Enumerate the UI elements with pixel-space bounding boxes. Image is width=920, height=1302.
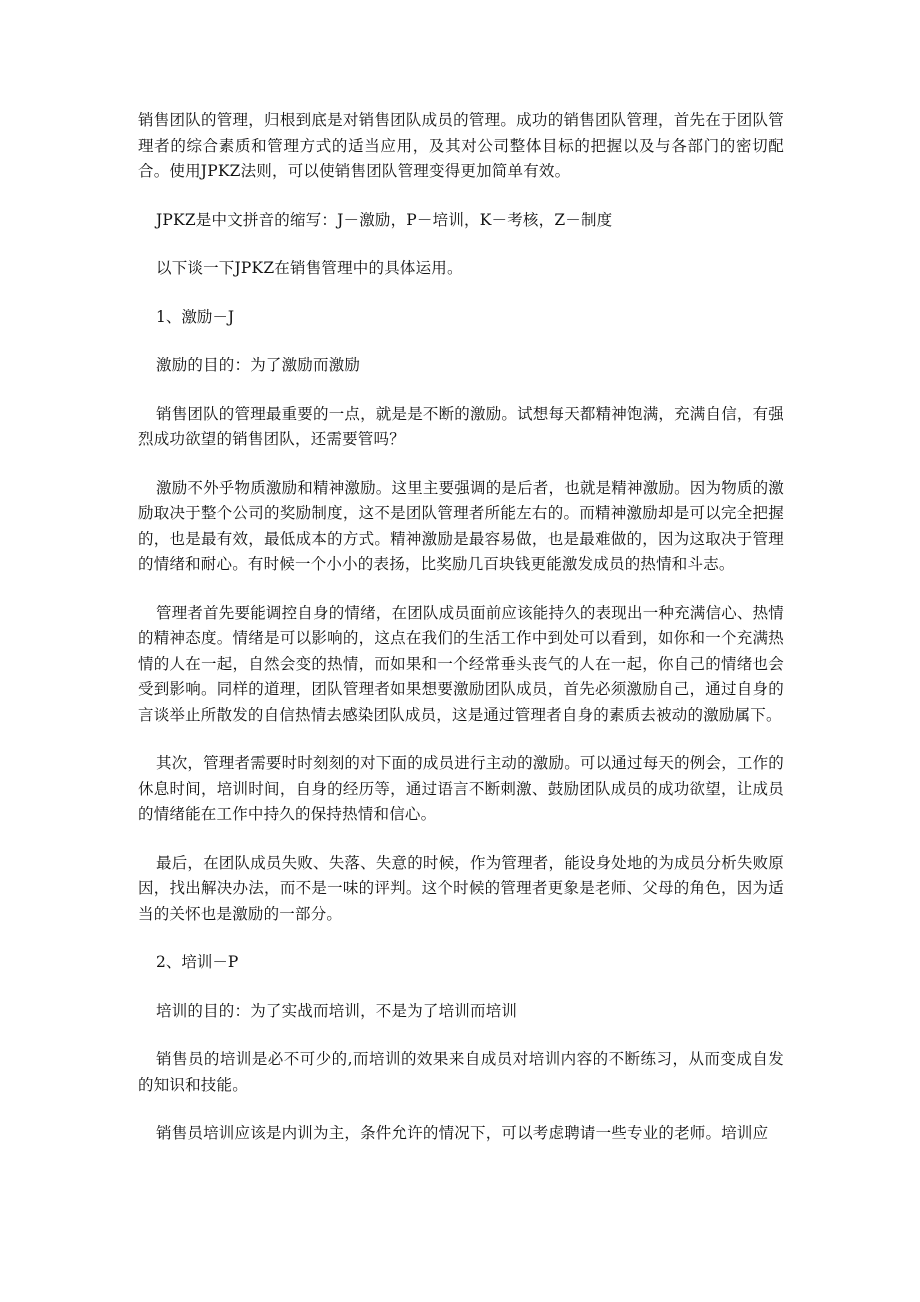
- incentive-purpose-paragraph: 激励的目的：为了激励而激励: [156, 356, 361, 374]
- section-heading-incentive: 1、激励－J: [156, 307, 235, 326]
- intro-paragraph: 销售团队的管理，归根到底是对销售团队成员的管理。成功的销售团队管理，首先在于团队管理者的综合素质和管理方式的适当应用，及其对公司整体目标的把握以及与各部门的密切配合。使用JPKZ法则，可以使销售团队管理变得更加简单有效。: [138, 111, 784, 180]
- jpkz-definition-paragraph: JPKZ是中文拼音的缩写：J－激励，P－培训，K－考核，Z－制度: [156, 210, 613, 229]
- incentive-types-paragraph: 激励不外乎物质激励和精神激励。这里主要强调的是后者，也就是精神激励。因为物质的激励取决于整个公司的奖励制度，这不是团队管理者所能左右的。而精神激励却是可以完全把握的，也是最有效，最低成本的方式。精神激励是最容易做，也是最难做的，因为这取决于管理的情绪和耐心。有时候一个小小的表扬，比奖励几百块钱更能激发成员的热情和斗志。: [138, 478, 785, 573]
- training-purpose-paragraph: 培训的目的：为了实战而培训，不是为了培训而培训: [156, 1001, 518, 1020]
- incentive-importance-paragraph: 销售团队的管理最重要的一点，就是是不断的激励。试想每天都精神饱满，充满自信，有强烈成功欲望的销售团队，还需要管吗？: [138, 404, 785, 448]
- section-heading-training: 2、培训－P: [156, 953, 239, 971]
- training-method-paragraph: 销售员培训应该是内训为主，条件允许的情况下，可以考虑聘请一些专业的老师。培训应: [156, 1124, 769, 1142]
- training-necessity-paragraph: 销售员的培训是必不可少的,而培训的效果来自成员对培训内容的不断练习，从而变成自发的知识和技能。: [138, 1050, 784, 1094]
- active-incentive-paragraph: 其次，管理者需要时时刻刻的对下面的成员进行主动的激励。可以通过每天的例会，工作的休息时间，培训时间，自身的经历等，通过语言不断刺激、鼓励团队成员的成功欲望，让成员的情绪能在工作中持久的保持热情和信心。: [138, 754, 785, 823]
- failure-care-paragraph: 最后，在团队成员失败、失落、失意的时候，作为管理者，能设身处地的为成员分析失败原因，找出解决办法，而不是一味的评判。这个时候的管理者更象是老师、父母的角色，因为适当的关怀也是激励的一部分。: [138, 853, 785, 923]
- jpkz-application-intro: 以下谈一下JPKZ在销售管理中的具体运用。: [156, 259, 463, 277]
- self-emotion-control-paragraph: 管理者首先要能调控自身的情绪，在团队成员面前应该能持久的表现出一种充满信心、热情的精神态度。情绪是可以影响的，这点在我们的生活工作中到处可以看到，如你和一个充满热情的人在一起，自然会变的热情，而如果和一个经常垂头丧气的人在一起，你自己的情绪也会受到影响。同样的道理，团队管理者如果想要激励团队成员，首先必须激励自己，通过自身的言谈举止所散发的自信热情去感染团队成员，这是通过管理者自身的素质去被动的激励属下。: [138, 603, 785, 724]
- document-page: [138, 108, 784, 1170]
